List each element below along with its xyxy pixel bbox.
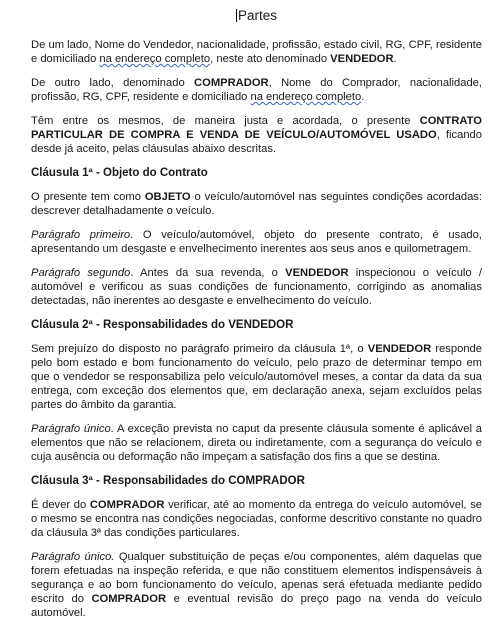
paragraph-seller: De um lado, Nome do Vendedor, nacionalidade, profissão, estado civil, RG, CPF, residente e domiciliado na endereço completo, neste ato denominado VENDEDOR.	[31, 39, 482, 65]
clause-2-paragraph-unique: Parágrafo único. A exceção prevista no caput da presente cláusula somente é aplicável a elementos que não se relacionem, direta ou indiretamente, com a segurança do veículo e cuja ausência ou deformação não impeçam a satisfação dos fins a que se destina.	[31, 423, 482, 463]
document-title: Partes	[237, 8, 278, 23]
clause-1-paragraph-second: Parágrafo segundo. Antes da sua revenda, o VENDEDOR inspecionou o veículo / automóvel e verificou as suas condições de funcionamento, corrigindo as anomalias detectadas, não inerentes ao desgaste e envelhecimento do veículo.	[31, 267, 482, 307]
clause-2-text: Sem prejuízo do disposto no parágrafo primeiro da cláusula 1ª, o VENDEDOR responde pelo bom estado e bom funcionamento do veículo, pelo prazo de determinar tempo em que o vendedor se responsabiliza pelo veículo/automóvel meses, a contar da data da sua entrega, com exceção dos elementos que, em declaração anexa, sejam excluídos pelas partes do âmbito da garantia.	[31, 343, 482, 411]
clause-1-text: O presente tem como OBJETO o veículo/automóvel nas seguintes condições acordadas: descrever detalhadamente o veículo.	[31, 191, 483, 217]
text-cursor	[236, 9, 237, 22]
paragraph-agreement: Têm entre os mesmos, de maneira justa e acordada, o presente CONTRATO PARTICULAR DE COMPRA E VENDA DE VEÍCULO/AUTOMÓVEL USADO, ficando desde já aceito, pelas cláusulas abaixo descritas.	[31, 115, 482, 155]
clause-1-paragraph-first: Parágrafo primeiro. O veículo/automóvel, objeto do presente contrato, é usado, apresentando um desgaste e envelhecimento inerentes aos seus anos e quilometragem.	[31, 229, 482, 255]
clause-1-heading: Cláusula 1ª - Objeto do Contrato	[31, 167, 208, 179]
spellcheck-underline[interactable]: na endereço completo	[250, 91, 362, 103]
clause-3-paragraph-unique: Parágrafo único. Qualquer substituição de peças e/ou componentes, além daquelas que forem efetuadas na inspeção referida, e que não constituem elementos indispensáveis à segurança e ao bom funcionamento do veículo, apenas será efetuada mediante pedido escrito do COMPRADOR e eventual revisão do preço pago na venda do veículo automóvel.	[31, 551, 483, 619]
spellcheck-underline[interactable]: na endereço completo	[99, 53, 211, 65]
paragraph-buyer: De outro lado, denominado COMPRADOR, Nome do Comprador, nacionalidade, profissão, RG, CPF, residente e domiciliado na endereço completo.	[31, 77, 483, 103]
clause-2-heading: Cláusula 2ª - Responsabilidades do VENDEDOR	[31, 319, 294, 331]
clause-3-text: É dever do COMPRADOR verificar, até ao momento da entrega do veículo automóvel, se o mesmo se encontra nas condições negociadas, conforme descritivo constante no quadro da cláusula 3ª das condições particulares.	[31, 499, 483, 539]
clause-3-heading: Cláusula 3ª - Responsabilidades do COMPRADOR	[31, 475, 305, 487]
